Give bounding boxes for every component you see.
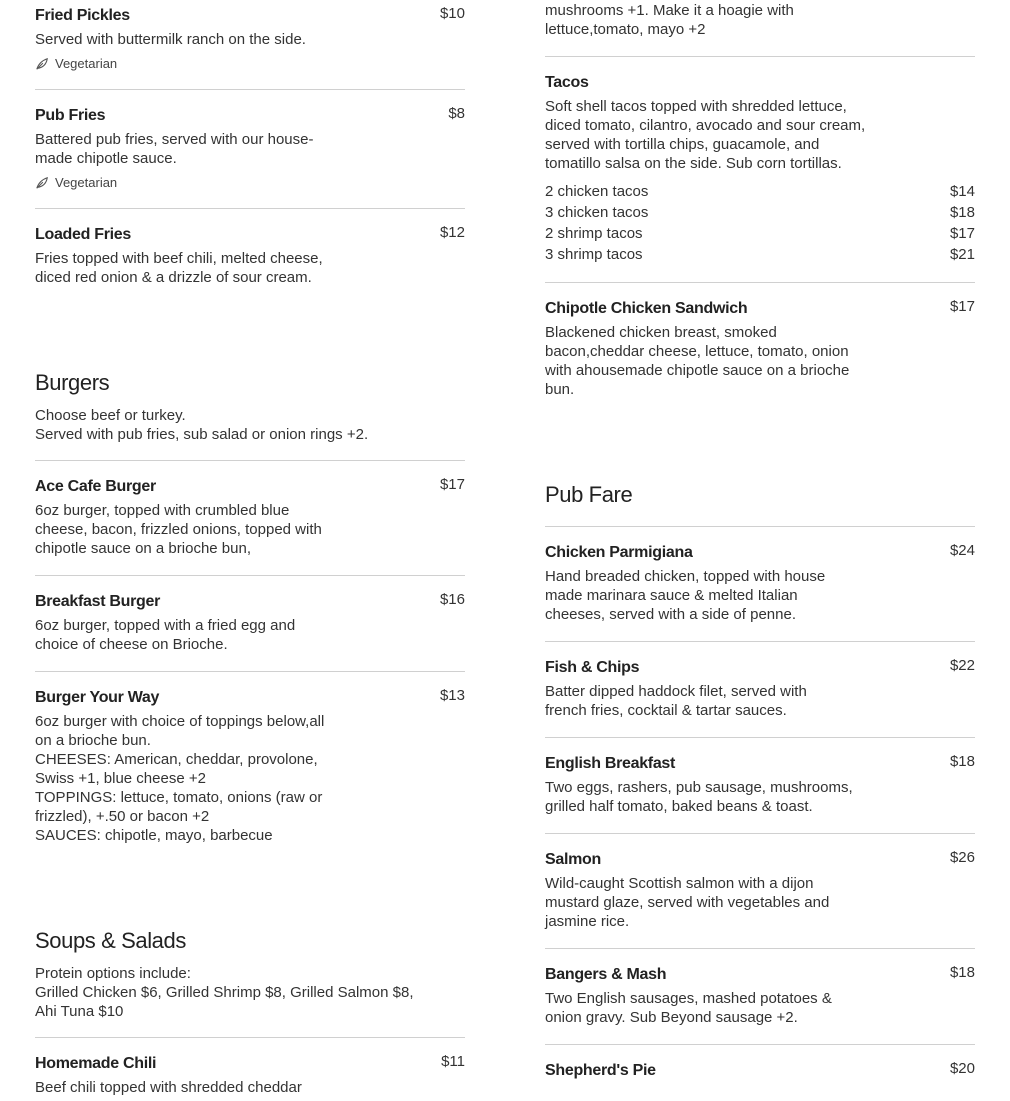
section-title: Soups & Salads	[35, 928, 186, 953]
section-title: Burgers	[35, 370, 110, 395]
section-note: Choose beef or turkey. Served with pub fries, sub salad or onion rings +2.	[35, 407, 369, 443]
item-description: 6oz burger, topped with a fried egg and choice of cheese on Brioche.	[35, 617, 296, 653]
menu-item-bangers-mash[interactable]	[545, 949, 975, 1045]
item-description: Blackened chicken breast, smoked bacon,cheddar cheese, lettuce, tomato, onion with ahousemade chipotle sauce on a brioche bun.	[545, 324, 850, 398]
option-row[interactable]: 3 shrimp tacos $21	[545, 246, 975, 263]
vegetarian-tag: Vegetarian	[35, 175, 465, 191]
item-price: $18	[949, 753, 975, 770]
menu-item-fish-chips[interactable]	[545, 642, 975, 738]
item-price: $18	[949, 964, 975, 981]
item-price: $22	[949, 657, 975, 674]
menu-item-breakfast-burger[interactable]	[35, 576, 465, 672]
menu-item-continued[interactable]	[545, 0, 975, 57]
item-name: Ace Cafe Burger	[35, 478, 156, 495]
item-description: Batter dipped haddock filet, served with french fries, cocktail & tartar sauces.	[545, 683, 807, 719]
menu-item-pub-fries[interactable]	[35, 90, 465, 209]
menu-right-column	[545, 0, 975, 1100]
section-pub-fare	[545, 416, 975, 527]
item-description: Soft shell tacos topped with shredded lettuce, diced tomato, cilantro, avocado and sour cream, served with tortilla chips, guacamole, and tomatillo salsa on the side. Sub corn tortillas.	[545, 98, 866, 172]
item-name: Pub Fries	[35, 107, 106, 124]
menu-item-shepherds-pie[interactable]	[545, 1045, 975, 1100]
menu-item-ace-cafe-burger[interactable]	[35, 461, 465, 576]
leaf-icon	[35, 57, 49, 71]
item-price: $26	[949, 849, 975, 866]
item-description: Two eggs, rashers, pub sausage, mushrooms, grilled half tomato, baked beans & toast.	[545, 779, 853, 815]
item-name: Chicken Parmigiana	[545, 544, 693, 561]
section-title: Pub Fare	[545, 482, 633, 507]
menu-item-salmon[interactable]	[545, 834, 975, 949]
item-name: Salmon	[545, 851, 601, 868]
menu-item-chipotle-chicken-sandwich[interactable]	[545, 283, 975, 416]
item-price: $17	[949, 298, 975, 315]
item-name: Breakfast Burger	[35, 593, 161, 610]
item-description: Wild-caught Scottish salmon with a dijon mustard glaze, served with vegetables and jasmine rice.	[545, 875, 830, 930]
menu-item-fried-pickles[interactable]	[35, 0, 465, 90]
option-row[interactable]: 2 shrimp tacos $17	[545, 225, 975, 242]
item-name: Fried Pickles	[35, 7, 130, 24]
menu-item-homemade-chili[interactable]	[35, 1038, 465, 1101]
item-price: $10	[439, 5, 465, 22]
item-description: Beef chili topped with shredded cheddar	[35, 1079, 302, 1096]
item-description: Two English sausages, mashed potatoes & onion gravy. Sub Beyond sausage +2.	[545, 990, 832, 1026]
menu-left-column	[35, 0, 465, 1101]
item-name: Loaded Fries	[35, 226, 131, 243]
item-description: Battered pub fries, served with our house- made chipotle sauce.	[35, 131, 314, 167]
menu-item-english-breakfast[interactable]	[545, 738, 975, 834]
item-price: $13	[439, 687, 465, 704]
item-description: 6oz burger, topped with crumbled blue cheese, bacon, frizzled onions, topped with chipotle sauce on a brioche bun,	[35, 502, 322, 557]
item-name: Chipotle Chicken Sandwich	[545, 300, 748, 317]
vegetarian-tag: Vegetarian	[35, 56, 465, 72]
taco-options	[545, 181, 975, 265]
item-name: Burger Your Way	[35, 689, 160, 706]
section-note: Protein options include: Grilled Chicken $6, Grilled Shrimp $8, Grilled Salmon $8, Ahi Tuna $10	[35, 965, 414, 1020]
item-description: 6oz burger with choice of toppings below,all on a brioche bun. CHEESES: American, cheddar, provolone, Swiss +1, blue cheese +2 TOPPINGS: lettuce, tomato, onions (raw or frizzled), +.50 or bacon +2 SAUCES: chipotle, mayo, barbecue	[35, 713, 325, 844]
item-price: $16	[439, 591, 465, 608]
item-price: $24	[949, 542, 975, 559]
item-price: $17	[439, 476, 465, 493]
item-description: mushrooms +1. Make it a hoagie with lettuce,tomato, mayo +2	[545, 2, 794, 38]
item-name: Homemade Chili	[35, 1055, 157, 1072]
item-price: $12	[439, 224, 465, 241]
option-row[interactable]: 2 chicken tacos $14	[545, 183, 975, 200]
item-name: English Breakfast	[545, 755, 676, 772]
item-description: Fries topped with beef chili, melted cheese, diced red onion & a drizzle of sour cream.	[35, 250, 323, 286]
item-price: $8	[448, 105, 465, 122]
item-price: $20	[949, 1060, 975, 1077]
item-name: Tacos	[545, 74, 589, 91]
item-description: Served with buttermilk ranch on the side.	[35, 31, 306, 48]
item-price: $11	[441, 1053, 465, 1070]
item-name: Bangers & Mash	[545, 966, 667, 983]
item-name: Fish & Chips	[545, 659, 640, 676]
menu-item-loaded-fries[interactable]	[35, 209, 465, 304]
item-description: Hand breaded chicken, topped with house made marinara sauce & melted Italian cheeses, served with a side of penne.	[545, 568, 826, 623]
section-burgers	[35, 304, 465, 461]
leaf-icon	[35, 176, 49, 190]
item-name: Shepherd's Pie	[545, 1062, 656, 1079]
menu-item-tacos[interactable]	[545, 57, 975, 283]
section-soups-salads	[35, 862, 465, 1038]
option-row[interactable]: 3 chicken tacos $18	[545, 204, 975, 221]
menu-item-burger-your-way[interactable]	[35, 672, 465, 862]
menu-item-chicken-parmigiana[interactable]	[545, 527, 975, 642]
